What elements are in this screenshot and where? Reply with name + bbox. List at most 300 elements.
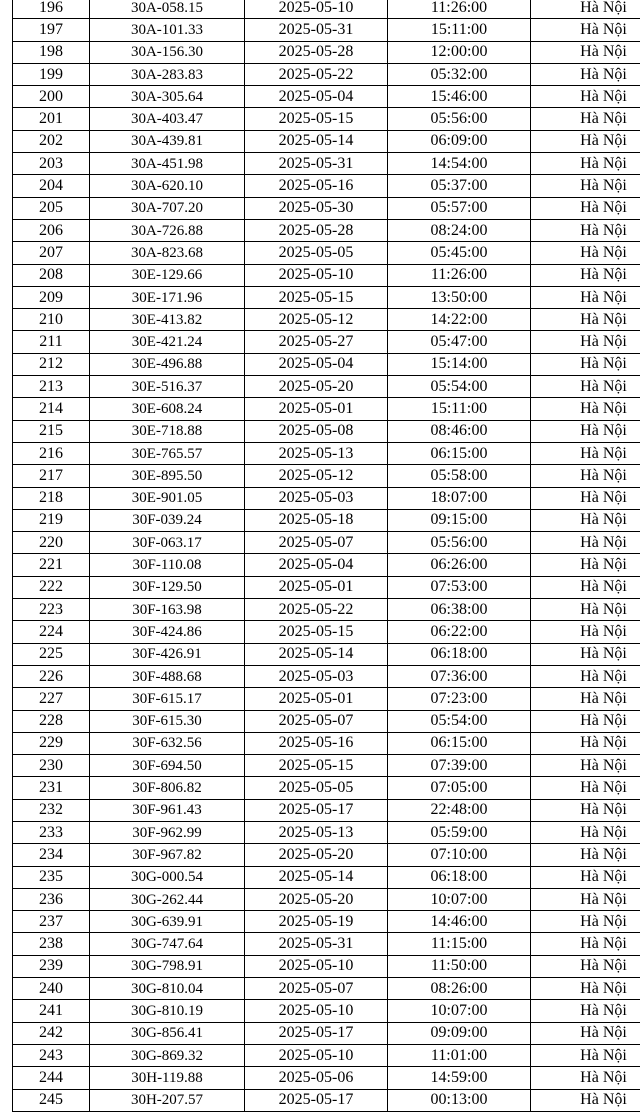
- table-row: [13, 955, 640, 977]
- time-cell: 05:54:00: [388, 710, 531, 732]
- location-cell: Hà Nội: [531, 933, 640, 955]
- plate-cell: 30A-707.20: [90, 197, 245, 219]
- location-cell: Hà Nội: [531, 888, 640, 910]
- time-cell: 15:11:00: [388, 19, 531, 41]
- time-cell: 05:59:00: [388, 821, 531, 843]
- table-row: [13, 442, 640, 464]
- table-row: [13, 108, 640, 130]
- time-cell: 09:15:00: [388, 509, 531, 531]
- row-number-cell: 207: [13, 242, 90, 264]
- location-cell: Hà Nội: [531, 777, 640, 799]
- location-cell: Hà Nội: [531, 309, 640, 331]
- row-number-cell: 245: [13, 1089, 90, 1111]
- plate-cell: 30H-207.57: [90, 1089, 245, 1111]
- time-cell: 11:50:00: [388, 955, 531, 977]
- location-cell: Hà Nội: [531, 465, 640, 487]
- time-cell: 07:10:00: [388, 844, 531, 866]
- row-number-cell: 196: [13, 0, 90, 19]
- table-row: [13, 264, 640, 286]
- row-number-cell: 217: [13, 465, 90, 487]
- table-row: [13, 353, 640, 375]
- date-cell: 2025-05-17: [245, 1089, 388, 1111]
- row-number-cell: 234: [13, 844, 90, 866]
- row-number-cell: 232: [13, 799, 90, 821]
- date-cell: 2025-05-04: [245, 554, 388, 576]
- table-row: [13, 933, 640, 955]
- date-cell: 2025-05-10: [245, 1044, 388, 1066]
- date-cell: 2025-05-13: [245, 821, 388, 843]
- date-cell: 2025-05-14: [245, 866, 388, 888]
- table-row: [13, 153, 640, 175]
- location-cell: Hà Nội: [531, 1044, 640, 1066]
- row-number-cell: 230: [13, 755, 90, 777]
- time-cell: 10:07:00: [388, 1000, 531, 1022]
- location-cell: Hà Nội: [531, 86, 640, 108]
- row-number-cell: 214: [13, 398, 90, 420]
- plate-cell: 30F-967.82: [90, 844, 245, 866]
- plate-cell: 30E-718.88: [90, 420, 245, 442]
- location-cell: Hà Nội: [531, 755, 640, 777]
- location-cell: Hà Nội: [531, 442, 640, 464]
- table-row: [13, 688, 640, 710]
- table-row: [13, 799, 640, 821]
- date-cell: 2025-05-07: [245, 978, 388, 1000]
- plate-cell: 30F-424.86: [90, 621, 245, 643]
- plate-cell: 30F-039.24: [90, 509, 245, 531]
- time-cell: 15:11:00: [388, 398, 531, 420]
- row-number-cell: 216: [13, 442, 90, 464]
- plate-cell: 30E-516.37: [90, 376, 245, 398]
- date-cell: 2025-05-05: [245, 242, 388, 264]
- row-number-cell: 211: [13, 331, 90, 353]
- plate-cell: 30F-806.82: [90, 777, 245, 799]
- plate-cell: 30A-620.10: [90, 175, 245, 197]
- date-cell: 2025-05-03: [245, 487, 388, 509]
- date-cell: 2025-05-28: [245, 41, 388, 63]
- table-row: [13, 0, 640, 19]
- date-cell: 2025-05-15: [245, 108, 388, 130]
- location-cell: Hà Nội: [531, 576, 640, 598]
- row-number-cell: 244: [13, 1067, 90, 1089]
- plate-cell: 30A-451.98: [90, 153, 245, 175]
- violation-table-page: [12, 0, 640, 1112]
- row-number-cell: 227: [13, 688, 90, 710]
- row-number-cell: 201: [13, 108, 90, 130]
- location-cell: Hà Nội: [531, 153, 640, 175]
- table-row: [13, 242, 640, 264]
- plate-cell: 30F-129.50: [90, 576, 245, 598]
- row-number-cell: 200: [13, 86, 90, 108]
- table-row: [13, 1044, 640, 1066]
- location-cell: Hà Nội: [531, 821, 640, 843]
- table-row: [13, 888, 640, 910]
- time-cell: 18:07:00: [388, 487, 531, 509]
- table-row: [13, 755, 640, 777]
- time-cell: 05:54:00: [388, 376, 531, 398]
- table-row: [13, 63, 640, 85]
- table-body: [13, 0, 640, 1111]
- plate-cell: 30A-101.33: [90, 19, 245, 41]
- plate-cell: 30F-488.68: [90, 665, 245, 687]
- location-cell: Hà Nội: [531, 487, 640, 509]
- date-cell: 2025-05-15: [245, 621, 388, 643]
- location-cell: Hà Nội: [531, 532, 640, 554]
- time-cell: 13:50:00: [388, 286, 531, 308]
- table-row: [13, 509, 640, 531]
- table-row: [13, 309, 640, 331]
- location-cell: Hà Nội: [531, 688, 640, 710]
- location-cell: Hà Nội: [531, 599, 640, 621]
- date-cell: 2025-05-10: [245, 955, 388, 977]
- plate-cell: 30E-413.82: [90, 309, 245, 331]
- table-row: [13, 643, 640, 665]
- date-cell: 2025-05-30: [245, 197, 388, 219]
- plate-cell: 30E-901.05: [90, 487, 245, 509]
- row-number-cell: 226: [13, 665, 90, 687]
- row-number-cell: 235: [13, 866, 90, 888]
- time-cell: 09:09:00: [388, 1022, 531, 1044]
- location-cell: Hà Nội: [531, 1000, 640, 1022]
- table-row: [13, 821, 640, 843]
- plate-cell: 30E-496.88: [90, 353, 245, 375]
- plate-cell: 30G-798.91: [90, 955, 245, 977]
- time-cell: 14:46:00: [388, 911, 531, 933]
- table-row: [13, 1089, 640, 1111]
- row-number-cell: 210: [13, 309, 90, 331]
- location-cell: Hà Nội: [531, 420, 640, 442]
- table-row: [13, 1067, 640, 1089]
- plate-cell: 30G-000.54: [90, 866, 245, 888]
- row-number-cell: 212: [13, 353, 90, 375]
- row-number-cell: 199: [13, 63, 90, 85]
- table-row: [13, 732, 640, 754]
- plate-cell: 30A-156.30: [90, 41, 245, 63]
- date-cell: 2025-05-01: [245, 688, 388, 710]
- row-number-cell: 236: [13, 888, 90, 910]
- location-cell: Hà Nội: [531, 219, 640, 241]
- plate-cell: 30A-439.81: [90, 130, 245, 152]
- location-cell: Hà Nội: [531, 175, 640, 197]
- location-cell: Hà Nội: [531, 376, 640, 398]
- row-number-cell: 222: [13, 576, 90, 598]
- plate-cell: 30F-961.43: [90, 799, 245, 821]
- table-row: [13, 130, 640, 152]
- plate-cell: 30A-305.64: [90, 86, 245, 108]
- row-number-cell: 220: [13, 532, 90, 554]
- table-row: [13, 331, 640, 353]
- row-number-cell: 242: [13, 1022, 90, 1044]
- row-number-cell: 213: [13, 376, 90, 398]
- row-number-cell: 233: [13, 821, 90, 843]
- plate-cell: 30F-163.98: [90, 599, 245, 621]
- time-cell: 05:37:00: [388, 175, 531, 197]
- table-row: [13, 710, 640, 732]
- location-cell: Hà Nội: [531, 41, 640, 63]
- table-row: [13, 487, 640, 509]
- time-cell: 06:15:00: [388, 732, 531, 754]
- row-number-cell: 202: [13, 130, 90, 152]
- table-row: [13, 86, 640, 108]
- row-number-cell: 243: [13, 1044, 90, 1066]
- table-row: [13, 665, 640, 687]
- location-cell: Hà Nội: [531, 955, 640, 977]
- date-cell: 2025-05-15: [245, 755, 388, 777]
- date-cell: 2025-05-04: [245, 353, 388, 375]
- plate-cell: 30E-765.57: [90, 442, 245, 464]
- plate-cell: 30A-283.83: [90, 63, 245, 85]
- table-row: [13, 576, 640, 598]
- row-number-cell: 197: [13, 19, 90, 41]
- row-number-cell: 223: [13, 599, 90, 621]
- date-cell: 2025-05-22: [245, 63, 388, 85]
- date-cell: 2025-05-31: [245, 19, 388, 41]
- time-cell: 07:23:00: [388, 688, 531, 710]
- table-row: [13, 197, 640, 219]
- date-cell: 2025-05-17: [245, 799, 388, 821]
- date-cell: 2025-05-10: [245, 264, 388, 286]
- location-cell: Hà Nội: [531, 0, 640, 19]
- date-cell: 2025-05-15: [245, 286, 388, 308]
- plate-cell: 30E-895.50: [90, 465, 245, 487]
- row-number-cell: 204: [13, 175, 90, 197]
- time-cell: 11:01:00: [388, 1044, 531, 1066]
- plate-cell: 30A-823.68: [90, 242, 245, 264]
- date-cell: 2025-05-05: [245, 777, 388, 799]
- time-cell: 11:26:00: [388, 0, 531, 19]
- date-cell: 2025-05-12: [245, 309, 388, 331]
- time-cell: 07:39:00: [388, 755, 531, 777]
- location-cell: Hà Nội: [531, 978, 640, 1000]
- plate-cell: 30G-856.41: [90, 1022, 245, 1044]
- time-cell: 06:15:00: [388, 442, 531, 464]
- table-row: [13, 41, 640, 63]
- plate-cell: 30F-615.17: [90, 688, 245, 710]
- row-number-cell: 228: [13, 710, 90, 732]
- date-cell: 2025-05-12: [245, 465, 388, 487]
- location-cell: Hà Nội: [531, 130, 640, 152]
- plate-cell: 30G-810.04: [90, 978, 245, 1000]
- row-number-cell: 215: [13, 420, 90, 442]
- date-cell: 2025-05-22: [245, 599, 388, 621]
- row-number-cell: 240: [13, 978, 90, 1000]
- time-cell: 08:24:00: [388, 219, 531, 241]
- time-cell: 08:26:00: [388, 978, 531, 1000]
- row-number-cell: 206: [13, 219, 90, 241]
- date-cell: 2025-05-07: [245, 532, 388, 554]
- time-cell: 22:48:00: [388, 799, 531, 821]
- time-cell: 05:45:00: [388, 242, 531, 264]
- date-cell: 2025-05-20: [245, 844, 388, 866]
- row-number-cell: 205: [13, 197, 90, 219]
- time-cell: 14:22:00: [388, 309, 531, 331]
- time-cell: 14:59:00: [388, 1067, 531, 1089]
- date-cell: 2025-05-03: [245, 665, 388, 687]
- plate-cell: 30G-639.91: [90, 911, 245, 933]
- table-row: [13, 599, 640, 621]
- time-cell: 06:18:00: [388, 643, 531, 665]
- time-cell: 06:09:00: [388, 130, 531, 152]
- table-row: [13, 621, 640, 643]
- time-cell: 06:18:00: [388, 866, 531, 888]
- date-cell: 2025-05-18: [245, 509, 388, 531]
- date-cell: 2025-05-20: [245, 888, 388, 910]
- location-cell: Hà Nội: [531, 197, 640, 219]
- time-cell: 00:13:00: [388, 1089, 531, 1111]
- plate-cell: 30E-171.96: [90, 286, 245, 308]
- time-cell: 07:36:00: [388, 665, 531, 687]
- table-row: [13, 175, 640, 197]
- time-cell: 07:53:00: [388, 576, 531, 598]
- time-cell: 06:38:00: [388, 599, 531, 621]
- row-number-cell: 237: [13, 911, 90, 933]
- table-row: [13, 866, 640, 888]
- location-cell: Hà Nội: [531, 1067, 640, 1089]
- plate-cell: 30F-426.91: [90, 643, 245, 665]
- location-cell: Hà Nội: [531, 398, 640, 420]
- table-row: [13, 1022, 640, 1044]
- date-cell: 2025-05-04: [245, 86, 388, 108]
- location-cell: Hà Nội: [531, 331, 640, 353]
- plate-cell: 30A-726.88: [90, 219, 245, 241]
- location-cell: Hà Nội: [531, 108, 640, 130]
- table-row: [13, 911, 640, 933]
- row-number-cell: 225: [13, 643, 90, 665]
- plate-cell: 30G-262.44: [90, 888, 245, 910]
- time-cell: 05:56:00: [388, 532, 531, 554]
- table-row: [13, 777, 640, 799]
- table-row: [13, 554, 640, 576]
- time-cell: 05:58:00: [388, 465, 531, 487]
- table-row: [13, 532, 640, 554]
- time-cell: 05:47:00: [388, 331, 531, 353]
- row-number-cell: 239: [13, 955, 90, 977]
- table-row: [13, 844, 640, 866]
- date-cell: 2025-05-01: [245, 398, 388, 420]
- row-number-cell: 218: [13, 487, 90, 509]
- row-number-cell: 203: [13, 153, 90, 175]
- time-cell: 07:05:00: [388, 777, 531, 799]
- row-number-cell: 198: [13, 41, 90, 63]
- time-cell: 11:15:00: [388, 933, 531, 955]
- row-number-cell: 229: [13, 732, 90, 754]
- time-cell: 08:46:00: [388, 420, 531, 442]
- date-cell: 2025-05-10: [245, 1000, 388, 1022]
- date-cell: 2025-05-08: [245, 420, 388, 442]
- date-cell: 2025-05-20: [245, 376, 388, 398]
- time-cell: 14:54:00: [388, 153, 531, 175]
- location-cell: Hà Nội: [531, 732, 640, 754]
- table-row: [13, 286, 640, 308]
- location-cell: Hà Nội: [531, 911, 640, 933]
- location-cell: Hà Nội: [531, 63, 640, 85]
- plate-cell: 30F-962.99: [90, 821, 245, 843]
- date-cell: 2025-05-14: [245, 130, 388, 152]
- time-cell: 05:56:00: [388, 108, 531, 130]
- plate-cell: 30F-615.30: [90, 710, 245, 732]
- plate-cell: 30G-869.32: [90, 1044, 245, 1066]
- row-number-cell: 238: [13, 933, 90, 955]
- time-cell: 12:00:00: [388, 41, 531, 63]
- date-cell: 2025-05-01: [245, 576, 388, 598]
- location-cell: Hà Nội: [531, 799, 640, 821]
- violation-table: [12, 0, 640, 1112]
- time-cell: 15:46:00: [388, 86, 531, 108]
- location-cell: Hà Nội: [531, 643, 640, 665]
- table-row: [13, 376, 640, 398]
- location-cell: Hà Nội: [531, 1089, 640, 1111]
- plate-cell: 30F-632.56: [90, 732, 245, 754]
- row-number-cell: 224: [13, 621, 90, 643]
- date-cell: 2025-05-16: [245, 175, 388, 197]
- time-cell: 06:22:00: [388, 621, 531, 643]
- location-cell: Hà Nội: [531, 19, 640, 41]
- date-cell: 2025-05-19: [245, 911, 388, 933]
- location-cell: Hà Nội: [531, 286, 640, 308]
- table-row: [13, 398, 640, 420]
- date-cell: 2025-05-14: [245, 643, 388, 665]
- plate-cell: 30F-110.08: [90, 554, 245, 576]
- table-row: [13, 978, 640, 1000]
- time-cell: 11:26:00: [388, 264, 531, 286]
- location-cell: Hà Nội: [531, 1022, 640, 1044]
- row-number-cell: 219: [13, 509, 90, 531]
- location-cell: Hà Nội: [531, 866, 640, 888]
- plate-cell: 30E-129.66: [90, 264, 245, 286]
- location-cell: Hà Nội: [531, 665, 640, 687]
- row-number-cell: 231: [13, 777, 90, 799]
- row-number-cell: 241: [13, 1000, 90, 1022]
- date-cell: 2025-05-17: [245, 1022, 388, 1044]
- row-number-cell: 208: [13, 264, 90, 286]
- location-cell: Hà Nội: [531, 353, 640, 375]
- date-cell: 2025-05-27: [245, 331, 388, 353]
- time-cell: 15:14:00: [388, 353, 531, 375]
- date-cell: 2025-05-07: [245, 710, 388, 732]
- date-cell: 2025-05-10: [245, 0, 388, 19]
- location-cell: Hà Nội: [531, 554, 640, 576]
- plate-cell: 30F-063.17: [90, 532, 245, 554]
- row-number-cell: 221: [13, 554, 90, 576]
- table-row: [13, 465, 640, 487]
- date-cell: 2025-05-06: [245, 1067, 388, 1089]
- time-cell: 06:26:00: [388, 554, 531, 576]
- date-cell: 2025-05-31: [245, 933, 388, 955]
- plate-cell: 30F-694.50: [90, 755, 245, 777]
- location-cell: Hà Nội: [531, 621, 640, 643]
- row-number-cell: 209: [13, 286, 90, 308]
- date-cell: 2025-05-13: [245, 442, 388, 464]
- plate-cell: 30E-608.24: [90, 398, 245, 420]
- date-cell: 2025-05-31: [245, 153, 388, 175]
- location-cell: Hà Nội: [531, 509, 640, 531]
- plate-cell: 30A-403.47: [90, 108, 245, 130]
- table-row: [13, 1000, 640, 1022]
- location-cell: Hà Nội: [531, 242, 640, 264]
- location-cell: Hà Nội: [531, 264, 640, 286]
- time-cell: 05:57:00: [388, 197, 531, 219]
- date-cell: 2025-05-16: [245, 732, 388, 754]
- plate-cell: 30E-421.24: [90, 331, 245, 353]
- location-cell: Hà Nội: [531, 710, 640, 732]
- plate-cell: 30H-119.88: [90, 1067, 245, 1089]
- table-row: [13, 19, 640, 41]
- date-cell: 2025-05-28: [245, 219, 388, 241]
- plate-cell: 30A-058.15: [90, 0, 245, 19]
- time-cell: 10:07:00: [388, 888, 531, 910]
- plate-cell: 30G-810.19: [90, 1000, 245, 1022]
- time-cell: 05:32:00: [388, 63, 531, 85]
- plate-cell: 30G-747.64: [90, 933, 245, 955]
